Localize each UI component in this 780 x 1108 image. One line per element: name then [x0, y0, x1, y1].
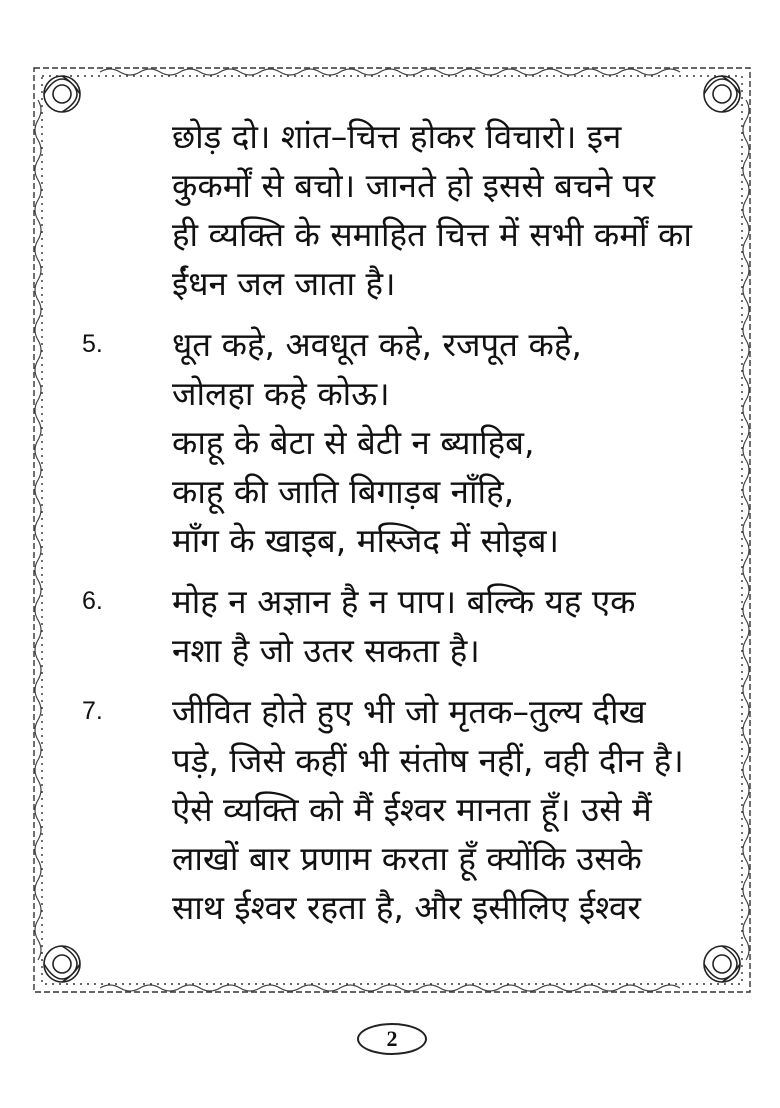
text-line: ही व्यक्ति के समाहित चित्त में सभी कर्मों का [172, 215, 692, 254]
corner-ornament-bottom-right [704, 946, 740, 982]
text-line: नशा है जो उतर सकता है। [172, 631, 480, 670]
numbered-item-5 [82, 320, 722, 565]
text-line: जोलहा कहे कोऊ। [172, 374, 390, 413]
text-line: जीवित होते हुए भी जो मृतक–तुल्य दीख [172, 692, 646, 731]
text-line: कुकर्मों से बचो। जानते हो इससे बचने पर [172, 166, 655, 205]
page-content [82, 112, 722, 932]
text-line: काहू की जाति बिगाड़ब नाँहि, [172, 472, 515, 511]
text-line: धूत कहे, अवधूत कहे, रजपूत कहे, [172, 325, 582, 364]
text-line: काहू के बेटा से बेटी न ब्याहिब, [172, 423, 535, 462]
corner-ornament-bottom-left [44, 946, 80, 982]
item-number: 7. [82, 697, 103, 725]
page-number: 2 [357, 1023, 427, 1055]
text-line: माँग के खाइब, मस्जिद में सोइब। [172, 521, 559, 560]
text-line: पड़े, जिसे कहीं भी संतोष नहीं, वही दीन है। [172, 741, 684, 780]
numbered-item-7 [82, 687, 722, 932]
text-line: छोड़ दो। शांत–चित्त होकर विचारो। इन [172, 117, 622, 156]
numbered-item-6 [82, 577, 722, 675]
text-line: ईंधन जल जाता है। [172, 264, 396, 303]
text-line: ऐसे व्यक्ति को मैं ईश्वर मानता हूँ। उसे मैं [172, 790, 652, 829]
item-number: 5. [82, 330, 103, 358]
continuation-paragraph [82, 112, 722, 308]
corner-ornament-top-left [44, 76, 80, 112]
text-line: साथ ईश्वर रहता है, और इसीलिए ईश्वर [172, 888, 641, 927]
text-line: मोह न अज्ञान है न पाप। बल्कि यह एक [172, 582, 636, 621]
item-number: 6. [82, 587, 103, 615]
text-line: लाखों बार प्रणाम करता हूँ क्योंकि उसके [172, 839, 642, 878]
corner-ornament-top-right [704, 76, 740, 112]
